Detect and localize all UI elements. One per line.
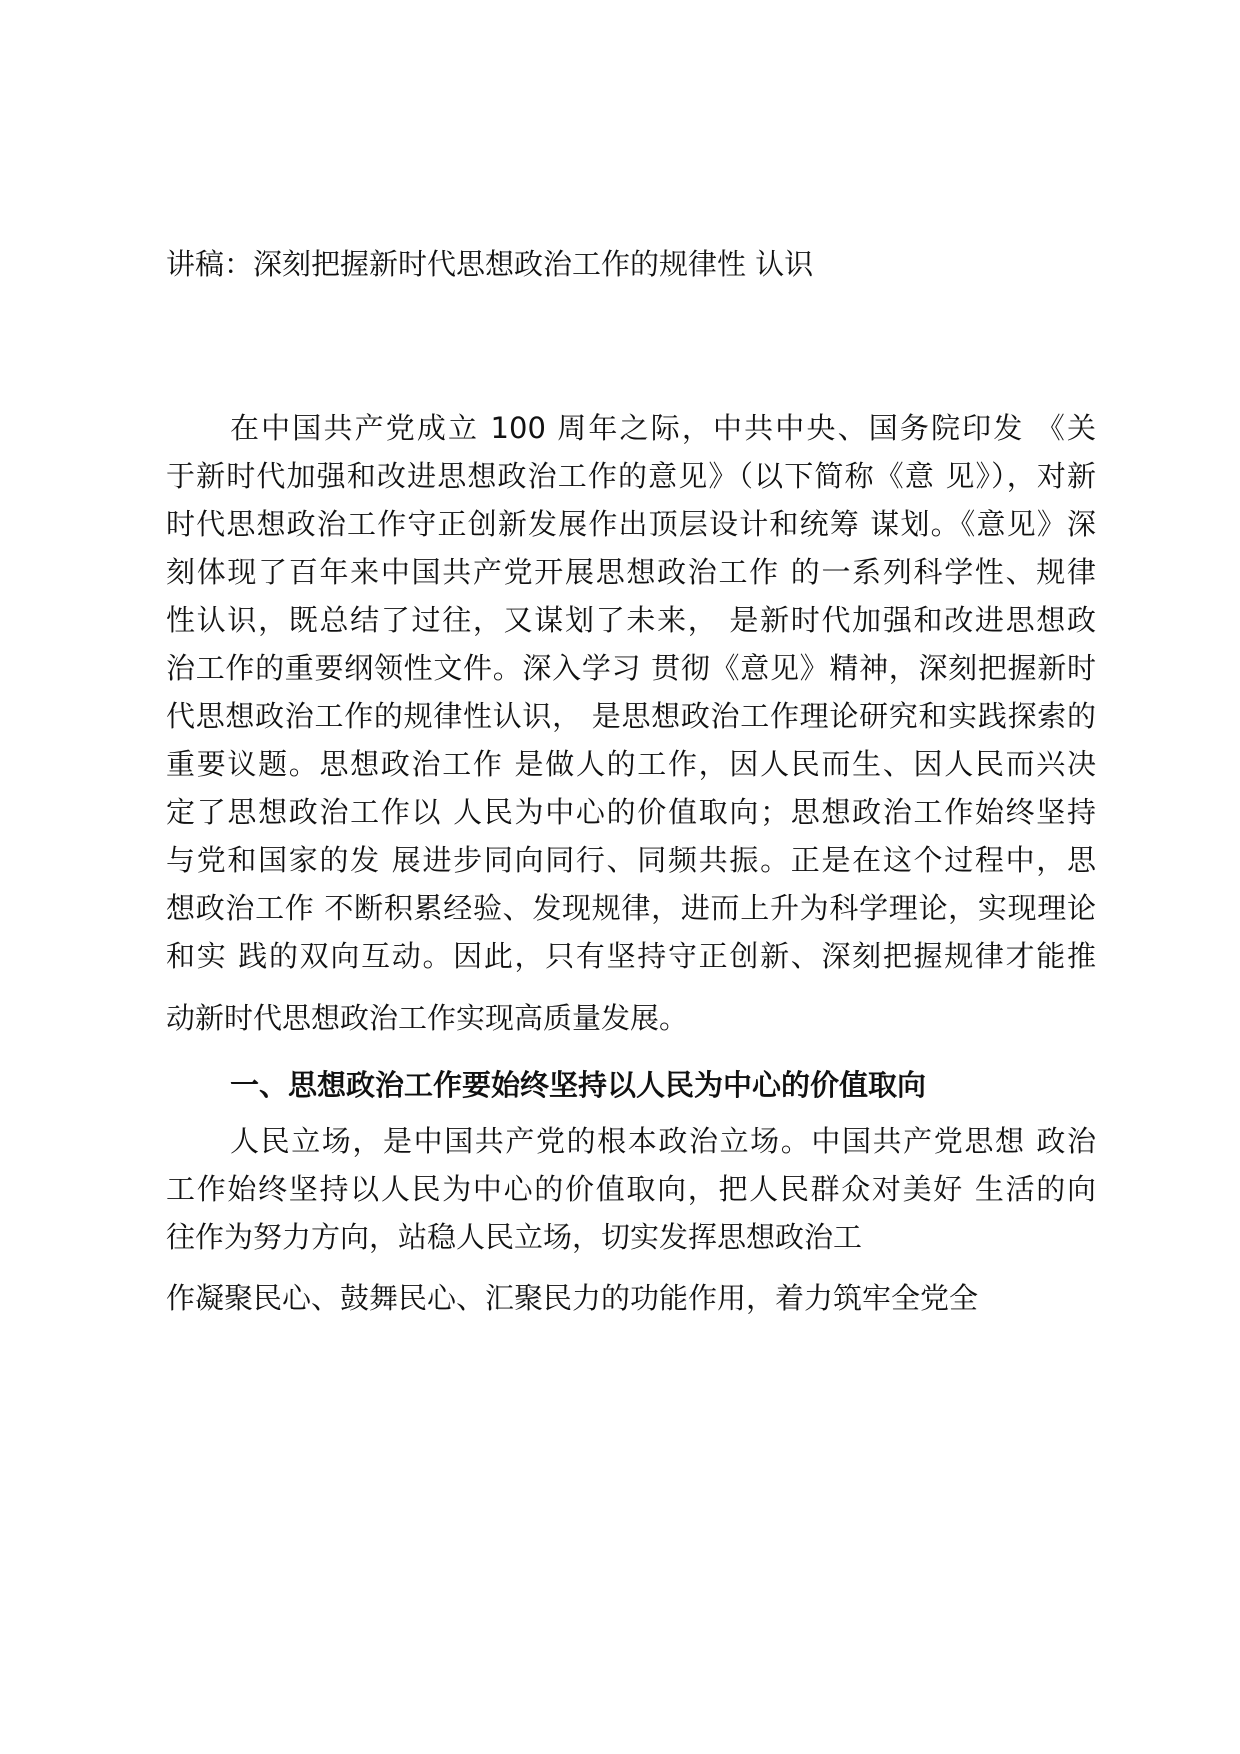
paragraph-line: 定了思想政治工作以 人民为中心的价值取向；思想政治工作始终坚持 <box>166 795 1096 829</box>
paragraph-line: 刻体现了百年来中国共产党开展思想政治工作 的一系列科学性、规律 <box>166 555 1096 589</box>
paragraph-line: 作凝聚民心、鼓舞民心、汇聚民力的功能作用，着力筑牢全党全 <box>166 1281 979 1315</box>
intro-paragraph-tail <box>166 994 1096 1042</box>
section-paragraph-tail <box>166 1274 1096 1322</box>
paragraph-line: 与党和国家的发 展进步同向同行、同频共振。正是在这个过程中，思 <box>166 843 1096 877</box>
paragraph-line: 重要议题。思想政治工作 是做人的工作，因人民而生、因人民而兴决 <box>166 747 1096 781</box>
paragraph-line: 性认识，既总结了过往，又谋划了未来， 是新时代加强和改进思想政 <box>166 603 1096 637</box>
paragraph-line: 于新时代加强和改进思想政治工作的意见》（以下简称《意 见》），对新 <box>166 459 1096 493</box>
paragraph-line: 和实 践的双向互动。因此，只有坚持守正创新、深刻把握规律才能推 <box>166 939 1096 973</box>
paragraph-line: 在中国共产党成立 100 周年之际，中共中央、国务院印发 《关 <box>230 411 1096 445</box>
paragraph-line: 代思想政治工作的规律性认识， 是思想政治工作理论研究和实践探索的 <box>166 699 1096 733</box>
paragraph-line: 想政治工作 不断积累经验、发现规律，进而上升为科学理论，实现理论 <box>166 891 1096 925</box>
paragraph-line: 动新时代思想政治工作实现高质量发展。 <box>166 1001 689 1035</box>
paragraph-line: 人民立场，是中国共产党的根本政治立场。中国共产党思想 政治 <box>230 1124 1096 1158</box>
section-paragraph <box>166 1117 1096 1261</box>
document-title: 讲稿：深刻把握新时代思想政治工作的规律性 认识 <box>166 247 814 281</box>
paragraph-line: 治工作的重要纲领性文件。深入学习 贯彻《意见》精神，深刻把握新时 <box>166 651 1096 685</box>
intro-paragraph <box>166 404 1096 980</box>
paragraph-line: 时代思想政治工作守正创新发展作出顶层设计和统筹 谋划。《意见》深 <box>166 507 1096 541</box>
section-heading: 一、思想政治工作要始终坚持以人民为中心的价值取向 <box>230 1068 927 1102</box>
paragraph-line: 往作为努力方向，站稳人民立场，切实发挥思想政治工 <box>166 1220 863 1254</box>
paragraph-line: 工作始终坚持以人民为中心的价值取向，把人民群众对美好 生活的向 <box>166 1172 1096 1206</box>
